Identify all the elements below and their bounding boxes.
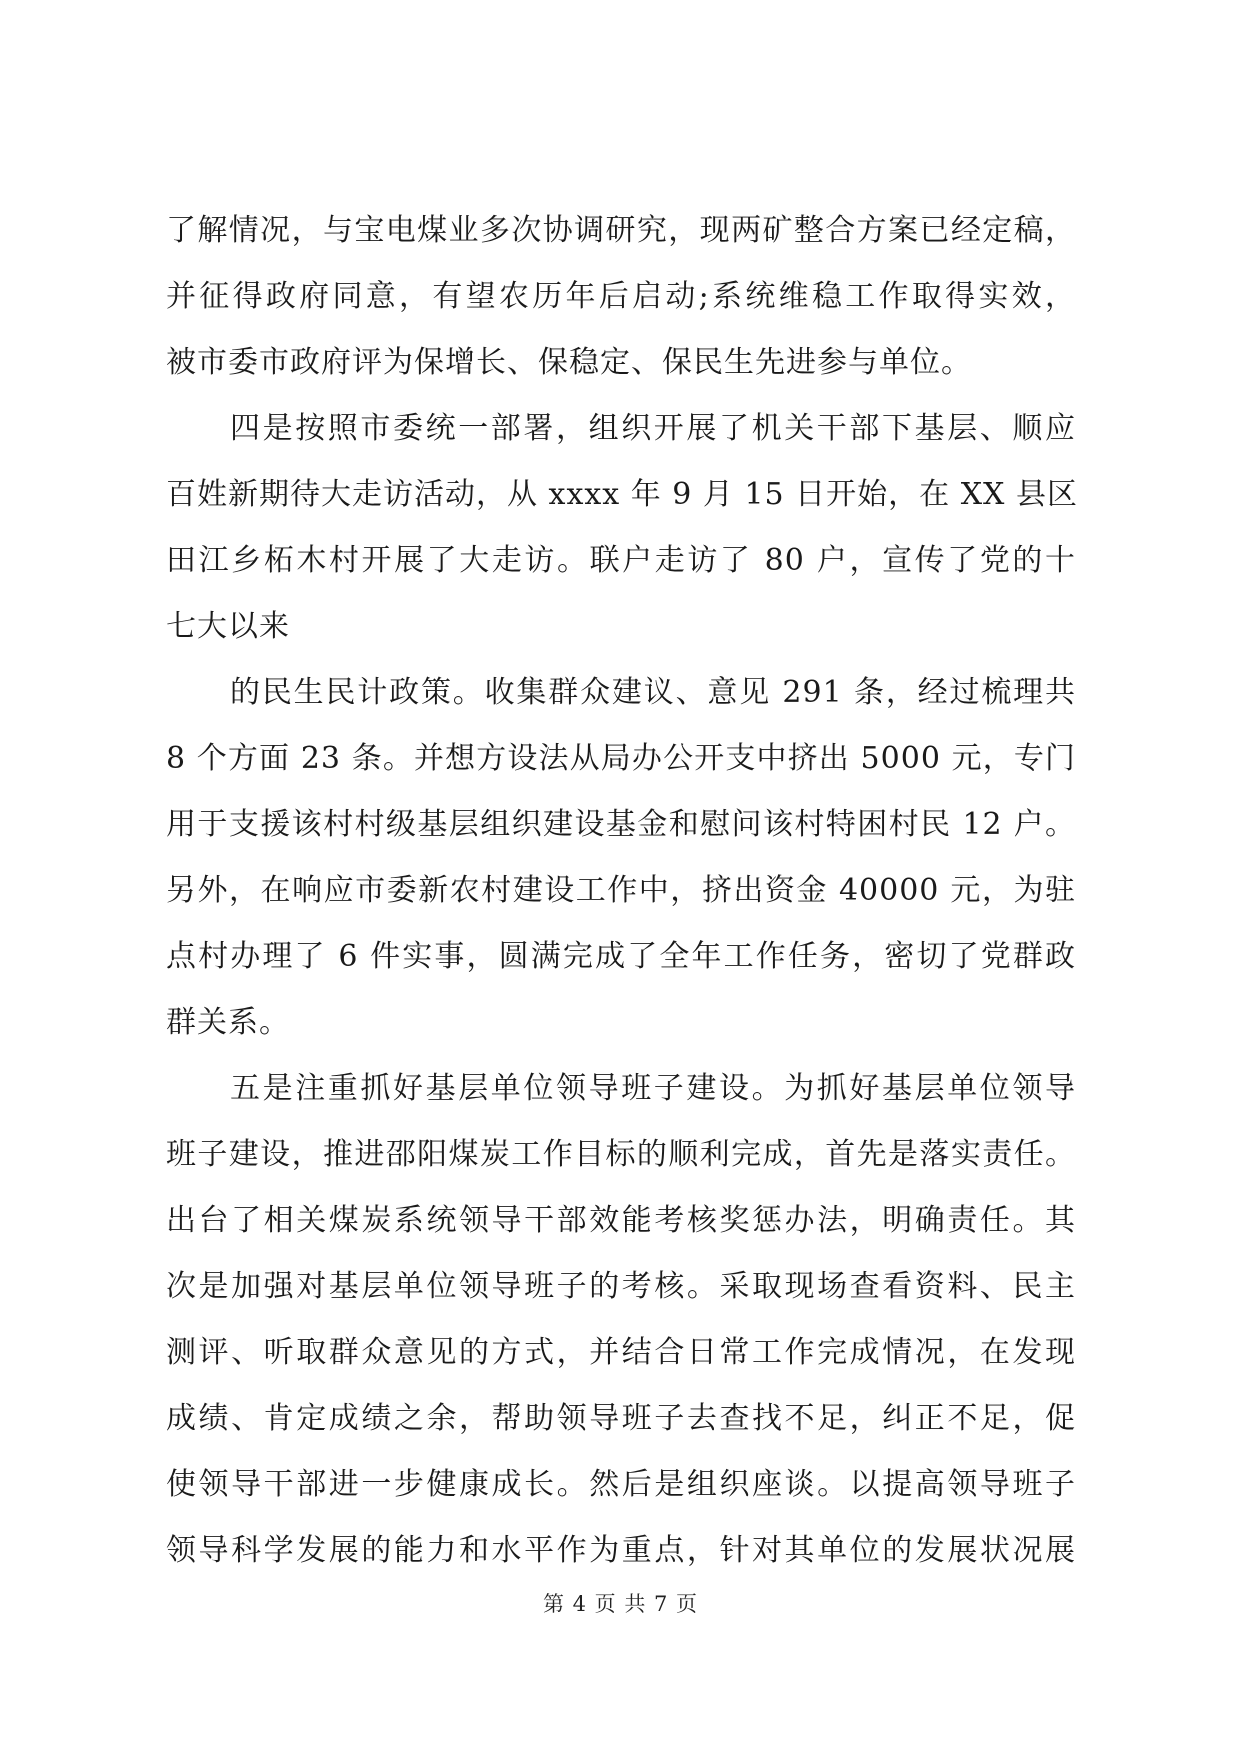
text-line: 的民生民计政策。收集群众建议、意见 291 条，经过梳理共	[230, 675, 1076, 710]
text-line: 七大以来	[166, 609, 290, 644]
text-line: 次是加强对基层单位领导班子的考核。采取现场查看资料、民主	[166, 1269, 1076, 1304]
text-line: 另外，在响应市委新农村建设工作中，挤出资金 40000 元，为驻	[166, 873, 1076, 908]
text-line: 测评、听取群众意见的方式，并结合日常工作完成情况，在发现	[166, 1335, 1076, 1370]
text-line: 百姓新期待大走访活动，从 xxxx 年 9 月 15 日开始，在 XX 县区	[166, 477, 1078, 512]
text-line: 用于支援该村村级基层组织建设基金和慰问该村特困村民 12 户。	[166, 807, 1076, 842]
text-line: 四是按照市委统一部署，组织开展了机关干部下基层、顺应	[230, 411, 1076, 446]
text-line: 班子建设，推进邵阳煤炭工作目标的顺利完成，首先是落实责任。	[166, 1137, 1076, 1172]
text-line: 田江乡柘木村开展了大走访。联户走访了 80 户，宣传了党的十	[166, 543, 1076, 578]
text-line: 成绩、肯定成绩之余，帮助领导班子去查找不足，纠正不足，促	[166, 1401, 1076, 1436]
text-line: 出台了相关煤炭系统领导干部效能考核奖惩办法，明确责任。其	[166, 1203, 1076, 1238]
text-line: 群关系。	[166, 1005, 290, 1040]
text-line: 8 个方面 23 条。并想方设法从局办公开支中挤出 5000 元，专门	[166, 741, 1076, 776]
text-line: 使领导干部进一步健康成长。然后是组织座谈。以提高领导班子	[166, 1467, 1076, 1502]
text-line: 五是注重抓好基层单位领导班子建设。为抓好基层单位领导	[230, 1071, 1076, 1106]
text-line: 领导科学发展的能力和水平作为重点，针对其单位的发展状况展	[166, 1533, 1076, 1568]
page-footer: 第 4 页 共 7 页	[542, 1592, 699, 1616]
document-body	[166, 198, 1076, 1584]
text-line: 被市委市政府评为保增长、保稳定、保民生先进参与单位。	[166, 345, 972, 380]
text-line: 了解情况，与宝电煤业多次协调研究，现两矿整合方案已经定稿，	[166, 213, 1076, 248]
text-line: 点村办理了 6 件实事，圆满完成了全年工作任务，密切了党群政	[166, 939, 1076, 974]
text-line: 并征得政府同意，有望农历年后启动;系统维稳工作取得实效，	[166, 279, 1076, 314]
